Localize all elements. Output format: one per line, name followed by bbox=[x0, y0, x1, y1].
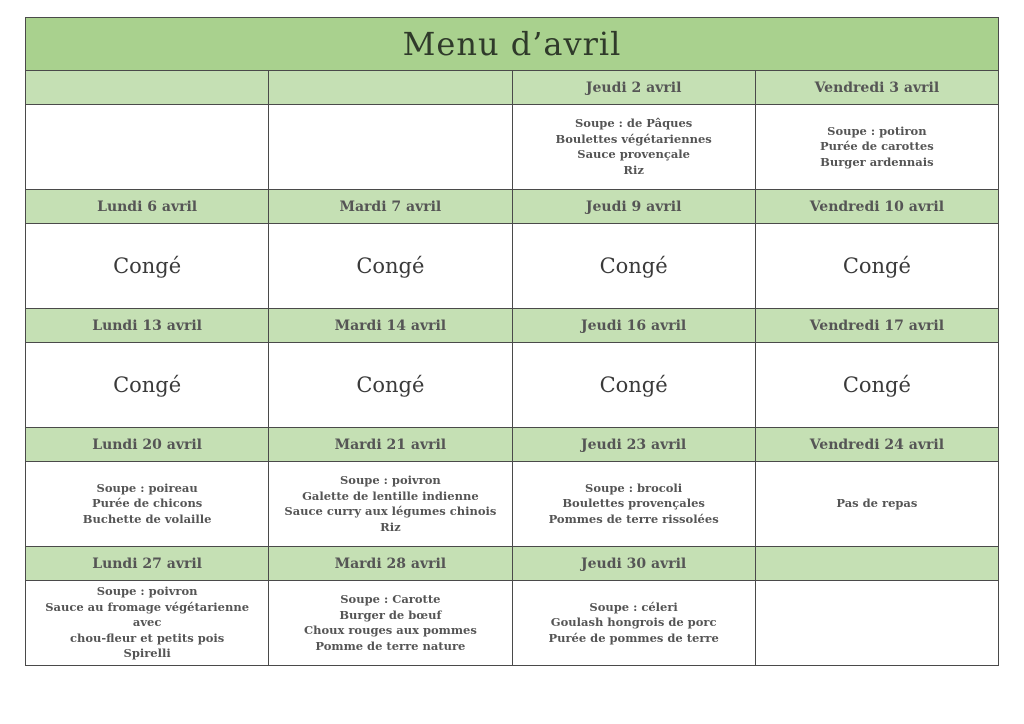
day-header: Jeudi 23 avril bbox=[512, 428, 755, 462]
menu-line: Soupe : potiron bbox=[827, 123, 927, 138]
menu-line: Sauce curry aux légumes chinois bbox=[284, 504, 497, 518]
meal-cell bbox=[26, 581, 269, 666]
day-header: Vendredi 10 avril bbox=[755, 190, 998, 224]
day-header: Jeudi 9 avril bbox=[512, 190, 755, 224]
menu-line: Boulettes provençales bbox=[562, 496, 705, 511]
holiday-cell: Congé bbox=[755, 343, 998, 428]
menu-line: Soupe : de Pâques bbox=[574, 116, 693, 130]
meal-cell bbox=[26, 462, 269, 547]
meal-cell bbox=[755, 581, 998, 666]
day-header bbox=[755, 547, 998, 581]
menu-line: Sauce provençale bbox=[577, 147, 690, 161]
day-header: Vendredi 17 avril bbox=[755, 309, 998, 343]
menu-table bbox=[25, 17, 999, 666]
meal-cell bbox=[755, 462, 998, 547]
meal-cell bbox=[269, 105, 512, 190]
meal-row bbox=[26, 581, 999, 666]
day-header: Jeudi 2 avril bbox=[512, 71, 755, 105]
menu-line: Soupe : brocoli bbox=[585, 480, 683, 495]
meal-row bbox=[26, 462, 999, 547]
day-header-row bbox=[26, 547, 999, 581]
day-header: Vendredi 24 avril bbox=[755, 428, 998, 462]
holiday-row bbox=[26, 343, 999, 428]
day-header: Lundi 20 avril bbox=[26, 428, 269, 462]
menu-line: Burger ardennais bbox=[820, 154, 934, 169]
menu-line: Spirelli bbox=[123, 646, 171, 661]
holiday-cell: Congé bbox=[512, 343, 755, 428]
day-header: Mardi 7 avril bbox=[269, 190, 512, 224]
meal-cell bbox=[512, 462, 755, 547]
day-header bbox=[269, 71, 512, 105]
holiday-cell: Congé bbox=[512, 224, 755, 309]
title-row bbox=[26, 18, 999, 71]
menu-line: Pomme de terre nature bbox=[315, 638, 466, 653]
holiday-cell: Congé bbox=[269, 343, 512, 428]
holiday-cell: Congé bbox=[755, 224, 998, 309]
holiday-cell: Congé bbox=[26, 343, 269, 428]
menu-line: Buchette de volaille bbox=[82, 511, 212, 526]
meal-cell bbox=[269, 581, 512, 666]
menu-line: Burger de bœuf bbox=[339, 607, 442, 622]
menu-line: Soupe : poivron bbox=[339, 473, 441, 487]
day-header: Lundi 6 avril bbox=[26, 190, 269, 224]
meal-cell bbox=[26, 105, 269, 190]
menu-line: Boulettes végétariennes bbox=[555, 131, 712, 146]
menu-line: chou-fleur et petits pois bbox=[69, 630, 225, 645]
day-header-row bbox=[26, 309, 999, 343]
holiday-cell: Congé bbox=[269, 224, 512, 309]
meal-cell bbox=[755, 105, 998, 190]
day-header-row bbox=[26, 190, 999, 224]
page-title: Menu d’avril bbox=[26, 18, 999, 71]
menu-line: Soupe : Carotte bbox=[340, 592, 441, 606]
menu-line: Choux rouges aux pommes bbox=[303, 623, 477, 637]
meal-cell bbox=[512, 105, 755, 190]
holiday-row bbox=[26, 224, 999, 309]
meal-row bbox=[26, 105, 999, 190]
holiday-cell: Congé bbox=[26, 224, 269, 309]
menu-line: Pas de repas bbox=[836, 496, 918, 511]
meal-cell bbox=[269, 462, 512, 547]
menu-line: Riz bbox=[380, 519, 401, 534]
menu-line: Goulash hongrois de porc bbox=[550, 615, 717, 630]
menu-line: Soupe : poireau bbox=[96, 480, 198, 495]
meal-cell bbox=[512, 581, 755, 666]
day-header: Jeudi 16 avril bbox=[512, 309, 755, 343]
day-header: Vendredi 3 avril bbox=[755, 71, 998, 105]
day-header: Lundi 13 avril bbox=[26, 309, 269, 343]
menu-line: Pommes de terre rissolées bbox=[548, 511, 719, 526]
menu-line: Soupe : poivron bbox=[96, 584, 198, 599]
day-header: Jeudi 30 avril bbox=[512, 547, 755, 581]
day-header: Mardi 14 avril bbox=[269, 309, 512, 343]
menu-line: Sauce au fromage végétarienne avec bbox=[45, 599, 250, 630]
day-header-row bbox=[26, 428, 999, 462]
day-header: Lundi 27 avril bbox=[26, 547, 269, 581]
menu-line: Purée de carottes bbox=[820, 139, 934, 154]
menu-line: Riz bbox=[623, 162, 644, 177]
menu-line: Galette de lentille indienne bbox=[302, 488, 479, 503]
day-header: Mardi 28 avril bbox=[269, 547, 512, 581]
day-header bbox=[26, 71, 269, 105]
day-header-row bbox=[26, 71, 999, 105]
menu-line: Soupe : céleri bbox=[589, 599, 678, 614]
menu-line: Purée de chicons bbox=[91, 496, 203, 511]
day-header: Mardi 21 avril bbox=[269, 428, 512, 462]
menu-line: Purée de pommes de terre bbox=[548, 630, 719, 645]
